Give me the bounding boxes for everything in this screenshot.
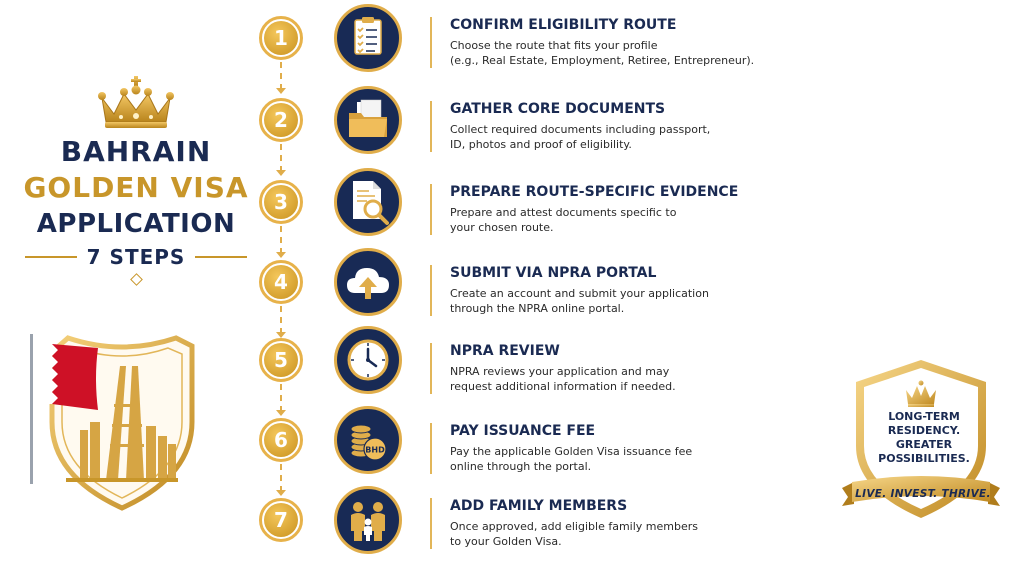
badge-line: LONG-TERM [888,410,960,423]
step-description-line: Prepare and attest documents specific to [450,206,677,219]
connector-6-7 [280,464,282,492]
step-number: 1 [264,21,298,55]
title-line-golden-visa: GOLDEN VISA [23,171,249,204]
step-title: PAY ISSUANCE FEE [450,423,596,439]
coins-bhd-icon [337,409,399,471]
step-description-line: Choose the route that fits your profile [450,39,658,52]
step-title: ADD FAMILY MEMBERS [450,498,628,514]
step-text-block [430,17,880,68]
step-description-line: Pay the applicable Golden Visa issuance fee [450,445,693,458]
step-number-badge [259,418,303,462]
badge-text [866,410,982,466]
step-title: CONFIRM ELIGIBILITY ROUTE [450,17,677,33]
title-line-application: APPLICATION [36,209,236,239]
step-description-line: Collect required documents including passport, [450,123,711,136]
connector-1-2 [280,62,282,90]
connector-arrow-6 [276,490,286,496]
coin-label: BHD [365,445,385,455]
step-text-block [430,265,880,316]
step-icon-circle [334,406,402,474]
step-icon-circle [334,486,402,554]
step-title: NPRA REVIEW [450,343,560,359]
step-number-badge [259,98,303,142]
step-icon-circle [334,4,402,72]
title-divider-left [25,256,77,258]
connector-arrow-5 [276,410,286,416]
step-number: 5 [264,343,298,377]
step-title: GATHER CORE DOCUMENTS [450,101,666,117]
connector-arrow-2 [276,170,286,176]
step-icon-circle [334,168,402,236]
step-description-line: NPRA reviews your application and may [450,365,670,378]
cloud-upload-icon [337,251,399,313]
title-line-steps: 7 STEPS [86,245,186,269]
step-title: SUBMIT VIA NPRA PORTAL [450,265,657,281]
title-steps-row [20,245,252,269]
family-icon [337,489,399,551]
step-number: 2 [264,103,298,137]
step-icon-circle [334,86,402,154]
document-magnifier-icon [337,171,399,233]
connector-arrow-3 [276,252,286,258]
connector-4-5 [280,306,282,334]
step-number: 7 [264,503,298,537]
step-description-line: Create an account and submit your application [450,287,709,300]
step-description-line: your chosen route. [450,221,554,234]
step-description-line: Once approved, add eligible family members [450,520,698,533]
clock-icon [337,329,399,391]
step-title: PREPARE ROUTE-SPECIFIC EVIDENCE [450,184,739,200]
ribbon-text: LIVE. INVEST. THRIVE. [855,488,991,500]
step-number: 3 [264,185,298,219]
step-description-line: online through the portal. [450,460,592,473]
step-text-block [430,343,880,394]
step-text-block [430,498,880,549]
connector-2-3 [280,144,282,172]
connector-3-4 [280,226,282,254]
step-number-badge [259,498,303,542]
badge-line: POSSIBILITIES. [878,452,970,465]
folder-documents-icon [337,89,399,151]
step-description-line: (e.g., Real Estate, Employment, Retiree, Entrepreneur). [450,54,755,67]
clipboard-checklist-icon [337,7,399,69]
step-number: 4 [264,265,298,299]
step-description-line: through the NPRA online portal. [450,302,625,315]
badge-line: RESIDENCY. [887,424,961,437]
badge-line: GREATER [895,438,953,451]
title-line-bahrain: BAHRAIN [60,135,212,168]
step-text-block [430,101,880,152]
bahrain-shield-emblem [22,326,222,514]
step-description-line: to your Golden Visa. [450,535,562,548]
step-description-line: request additional information if needed. [450,380,676,393]
diamond-ornament [130,273,143,286]
step-description-line: ID, photos and proof of eligibility. [450,138,632,151]
step-number-badge [259,260,303,304]
step-text-block [430,184,880,235]
step-icon-circle [334,248,402,316]
title-divider-right [195,256,247,258]
step-text-block [430,423,880,474]
step-number-badge [259,180,303,224]
step-number-badge [259,16,303,60]
connector-5-6 [280,384,282,412]
step-icon-circle [334,326,402,394]
step-number: 6 [264,423,298,457]
connector-arrow-1 [276,88,286,94]
step-number-badge [259,338,303,382]
title-block [20,68,252,284]
